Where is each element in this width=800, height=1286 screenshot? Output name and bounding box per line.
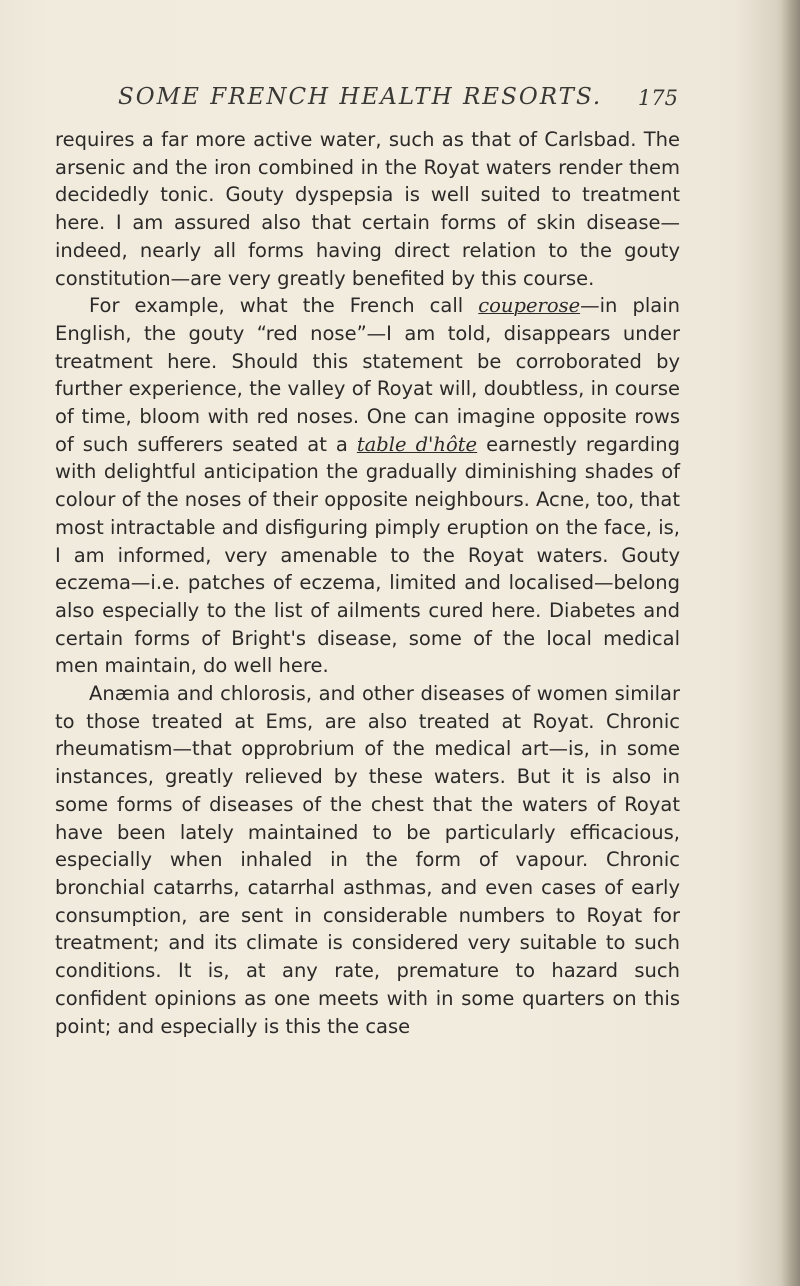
italic-term-couperose: couperose [478, 294, 581, 318]
paragraph-1 [55, 126, 680, 292]
text-segment: —in plain English, the gouty “red nose”—I am told, disappears under treatment here. Should this statement be corroborated by further experience, the valley of Royat will, doubtless, in course of time, bloom with red noses. One can imagine opposite rows of such sufferers seated at a [55, 294, 680, 456]
page-header [118, 84, 678, 118]
text-segment: Anæmia and chlorosis, and other diseases of women similar to those treated at Ems, are also treated at Royat. Chronic rheumatism—that opprobrium of the medical art—is, in some instances, greatly relieved by these waters. But it is also in some forms of diseases of the chest that the waters of Royat have been lately maintained to be particularly efficacious, especially when inhaled in the form of vapour. Chronic bronchial catarrhs, catarrhal asthmas, and even cases of early consumption, are sent in considerable numbers to Royat for treatment; and its climate is considered very suitable to such conditions. It is, at any rate, premature to hazard such confident opinions as one meets with in some quarters on this point; and especially is this the case [55, 682, 680, 1038]
paragraph-2 [55, 292, 680, 680]
page-edge [782, 0, 800, 1286]
paragraph-3 [55, 680, 680, 1040]
body-text [55, 126, 680, 1040]
page-number: 175 [637, 86, 678, 110]
text-segment: requires a far more active water, such as that of Carlsbad. The arsenic and the iron combined in the Royat waters render them decidedly tonic. Gouty dyspepsia is well suited to treatment here. I am assured also that certain forms of skin disease—indeed, nearly all forms having direct relation to the gouty constitution—are very greatly benefited by this course. [55, 128, 680, 290]
running-head: SOME FRENCH HEALTH RESORTS. [118, 84, 603, 110]
text-segment: For example, what the French call [89, 294, 479, 318]
italic-term-table-dhote: table d'hôte [356, 432, 478, 456]
text-segment: earnestly regarding with delightful anticipation the gradually diminishing shades of colour of the noses of their opposite neighbours. Acne, too, that most intractable and disfiguring pimply eruption on the face, is, I am informed, very amenable to the Royat waters. Gouty eczema—i.e. patches of eczema, limited and localised—belong also especially to the list of ailments cured here. Diabetes and certain forms of Bright's disease, some of the local medical men maintain, do well here. [55, 432, 680, 678]
